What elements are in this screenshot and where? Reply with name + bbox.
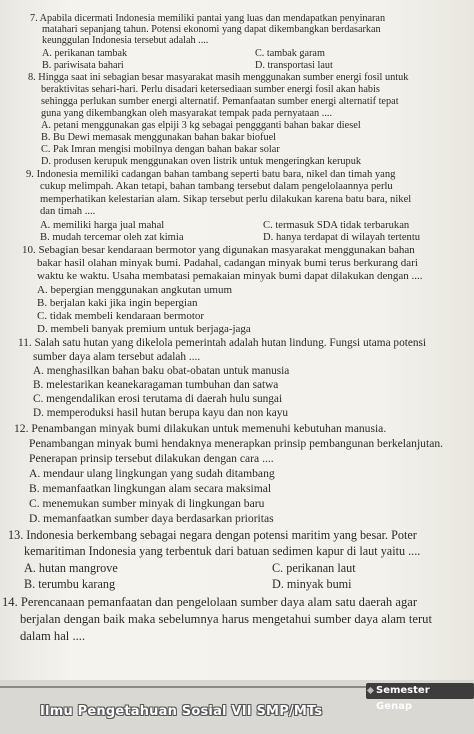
question-8-line-2: beraktivitas sehari-hari. Perlu disadari ketersediaan sumber energi fosil akan habis xyxy=(41,84,380,95)
question-12-option-a: A. mendaur ulang lingkungan yang sudah ditambang xyxy=(29,467,275,480)
question-7-option-c: C. tambak garam xyxy=(255,48,325,59)
footer-subject-title: Ilmu Pengetahuan Sosial VII SMP/MTs xyxy=(40,704,323,719)
question-9-line-3: memperhatikan kelestarian alam. Sikap tersebut perlu dilakukan karena batu bara, nikel xyxy=(40,194,412,205)
question-11-option-b: B. melestarikan keanekaragaman tumbuhan dan satwa xyxy=(33,379,279,391)
question-12-line-1: 12. Penambangan minyak bumi dilakukan untuk memenuhi kebutuhan manusia. xyxy=(14,422,387,435)
question-10-option-d: D. membeli banyak premium untuk berjaga-jaga xyxy=(37,323,251,335)
question-13-line-2: kemaritiman Indonesia yang terbentuk dari batuan sedimen kapur di laut yaitu .... xyxy=(24,544,421,558)
question-10-line-2: bakar hasil olahan minyak bumi. Padahal, cadangan minyak bumi terus berkurang dari xyxy=(37,257,418,269)
question-13-option-a: A. hutan mangrove xyxy=(24,561,118,575)
question-7-line-1: 7. Apabila dicermati Indonesia memiliki pantai yang luas dan mendapatkan penyinaran xyxy=(30,13,386,24)
question-10-option-b: B. berjalan kaki jika ingin bepergian xyxy=(37,297,198,309)
question-14-line-3: dalam hal .... xyxy=(20,629,86,643)
question-14-line-2: berjalan dengan baik maka sebelumnya harus mengetahui sumber daya alam terut xyxy=(20,612,432,626)
question-9-option-a: A. memiliki harga jual mahal xyxy=(40,220,165,231)
question-11-line-2: sumber daya alam tersebut adalah .... xyxy=(33,351,201,363)
question-9-option-d: D. hanya terdapat di wilayah tertentu xyxy=(263,232,421,243)
question-9-line-2: cukup melimpah. Akan tetapi, bahan tambang tersebut dalam pengelolaannya perlu xyxy=(40,181,393,192)
question-14-line-1: 14. Perencanaan pemanfaatan dan pengelolaan sumber daya alam satu daerah agar xyxy=(2,595,418,609)
question-8-line-1: 8. Hingga saat ini sebagian besar masyarakat masih menggunakan sumber energi fosil untuk xyxy=(28,72,409,83)
question-8-option-a: A. petani menggunakan gas elpiji 3 kg sebagai penggganti bahan bakar diesel xyxy=(41,120,361,131)
question-12-line-3: Penerapan prinsip tersebut dilakukan dengan cara .... xyxy=(29,452,274,465)
question-8-option-c: C. Pak Imran mengisi mobilnya dengan bahan bakar solar xyxy=(41,144,280,155)
question-8-line-4: guna yang dikembangkan oleh masyarakat tempak pada pernyataan .... xyxy=(41,108,333,119)
question-7-option-d: D. transportasi laut xyxy=(255,60,333,71)
question-10-option-a: A. bepergian menggunakan angkutan umum xyxy=(37,284,232,296)
question-7-option-a: A. perikanan tambak xyxy=(42,48,128,59)
question-12-option-c: C. menemukan sumber minyak di lingkungan baru xyxy=(29,497,265,510)
question-10-line-3: waktu ke waktu. Usaha membatasi pemakaian minyak bumi dapat dilakukan dengan .... xyxy=(37,270,423,282)
question-8-line-3: sehingga perlukan sumber energi alternatif. Pemanfaatan sumber energi alternatif tepat xyxy=(41,96,399,107)
question-13-line-1: 13. Indonesia berkembang sebagai negara dengan potensi maritim yang besar. Poter xyxy=(8,528,417,542)
question-9-option-b: B. mudah tercemar oleh zat kimia xyxy=(40,232,184,243)
question-11-option-c: C. mengendalikan erosi terutama di daerah hulu sungai xyxy=(33,393,283,405)
footer-semester-badge: Semester Genap xyxy=(366,683,474,699)
question-12-option-d: D. memanfaatkan sumber daya berdasarkan prioritas xyxy=(29,512,274,525)
question-9-line-1: 9. Indonesia memiliki cadangan bahan tambang seperti batu bara, nikel dan timah yang xyxy=(26,169,396,180)
question-8-option-d: D. produsen kerupuk menggunakan oven listrik untuk mengeringkan kerupuk xyxy=(41,156,361,167)
question-13-option-b: B. terumbu karang xyxy=(24,577,116,591)
question-11-line-1: 11. Salah satu hutan yang dikelola pemerintah adalah hutan lindung. Fungsi utama potensi xyxy=(18,337,427,349)
question-12-option-b: B. memanfaatkan lingkungan alam secara maksimal xyxy=(29,482,272,495)
question-13-option-c: C. perikanan laut xyxy=(272,561,356,575)
question-10-line-1: 10. Sebagian besar kendaraan bermotor yang digunakan masyarakat menggunakan bahan xyxy=(22,244,415,256)
question-7-line-2: matahari sepanjang tahun. Potensi ekonomi yang dapat dikembangkan berdasarkan xyxy=(42,24,381,35)
question-7-option-b: B. pariwisata bahari xyxy=(42,60,124,71)
question-9-line-4: dan timah .... xyxy=(40,206,96,217)
question-9-option-c: C. termasuk SDA tidak terbarukan xyxy=(263,220,410,231)
question-10-option-c: C. tidak membeli kendaraan bermotor xyxy=(37,310,205,322)
question-11-option-a: A. menghasilkan bahan baku obat-obatan untuk manusia xyxy=(33,365,290,377)
question-7-line-3: keunggulan Indonesia tersebut adalah .... xyxy=(42,35,209,46)
question-12-line-2: Penambangan minyak bumi hendaknya menerapkan prinsip pembangunan berkelanjutan. xyxy=(29,437,444,450)
question-13-option-d: D. minyak bumi xyxy=(272,577,352,591)
question-8-option-b: B. Bu Dewi memasak menggunakan bahan bakar biofuel xyxy=(41,132,277,143)
question-11-option-d: D. memperoduksi hasil hutan berupa kayu dan non kayu xyxy=(33,407,289,419)
